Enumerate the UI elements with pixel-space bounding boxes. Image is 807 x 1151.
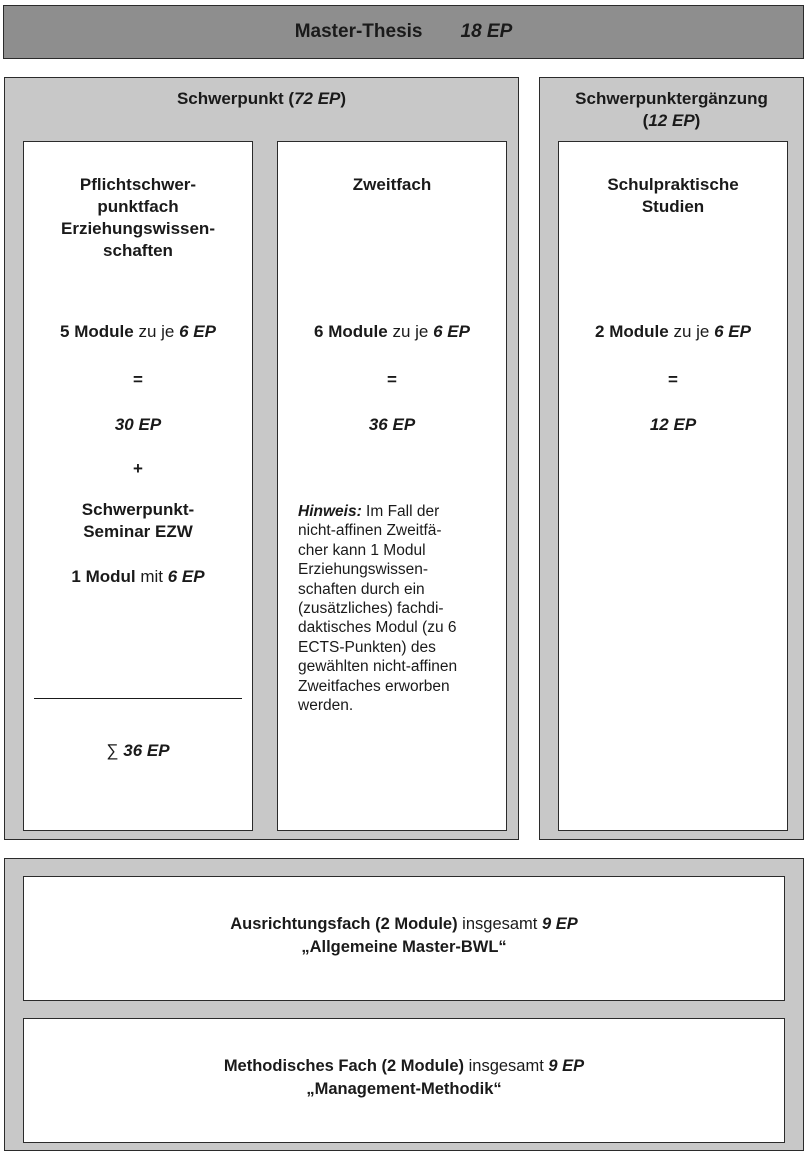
- col1-title-line: schaften: [103, 241, 173, 260]
- col2-equals: =: [387, 370, 397, 389]
- hinweis-label: Hinweis:: [298, 503, 362, 520]
- hinweis-line: daktisches Modul (zu 6: [298, 619, 457, 637]
- col1-seminar-modul: [28, 566, 248, 588]
- col3-title-line: Schulpraktische: [607, 175, 739, 194]
- hinweis-line: werden.: [298, 697, 354, 715]
- col1-seminar-line: Seminar EZW: [83, 522, 193, 541]
- col1-sum-ep: 36 EP: [123, 741, 170, 760]
- col1-equals: =: [133, 370, 143, 389]
- hinweis-line: nicht-affinen Zweitfä-: [298, 522, 442, 540]
- master-thesis-bar: [3, 5, 804, 59]
- methodisch-label: Methodisches Fach (2 Module): [223, 1057, 465, 1075]
- hinweis-line: ECTS-Punkten) des: [298, 638, 436, 656]
- col1-modules: [28, 321, 248, 343]
- methodisch-text: insgesamt: [464, 1057, 549, 1075]
- ausrichtungsfach-box: [23, 876, 785, 1001]
- ergaenzung-open: (: [642, 111, 649, 130]
- hinweis-line: Im Fall der: [361, 503, 440, 520]
- bottom-panel: [4, 858, 804, 1151]
- col3-title: [563, 174, 783, 218]
- methodisch-ep: 9 EP: [548, 1057, 585, 1075]
- schwerpunktergaenzung-panel: [539, 77, 804, 840]
- col1-modules-ep: 6 EP: [179, 322, 216, 341]
- col1-seminar-text: mit: [135, 567, 168, 586]
- col3-modules: [563, 321, 783, 343]
- thesis-ep: 18 EP: [460, 21, 513, 42]
- ausrichtung-text: insgesamt: [457, 915, 542, 933]
- ergaenzung-ep: 12 EP: [648, 111, 695, 130]
- col3-modules-count: 2 Module: [595, 322, 669, 341]
- col1-title: [28, 174, 248, 262]
- hinweis-note: [298, 502, 513, 715]
- hinweis-line: cher kann 1 Modul: [298, 541, 426, 559]
- ergaenzung-close: ): [694, 111, 701, 130]
- schwerpunkt-header: [5, 88, 518, 110]
- col2-modules-ep: 6 EP: [433, 322, 470, 341]
- pflichtschwerpunkt-column: [23, 141, 253, 831]
- sum-divider: [34, 698, 242, 699]
- schwerpunkt-label: Schwerpunkt (: [176, 89, 295, 108]
- methodisch-line: [24, 1055, 784, 1077]
- col3-equals: =: [668, 370, 678, 389]
- ausrichtung-subtitle: „Allgemeine Master-BWL“: [301, 938, 507, 956]
- col1-title-line: punktfach: [97, 197, 179, 216]
- col1-title-line: Pflichtschwer-: [79, 175, 197, 194]
- ausrichtung-label: Ausrichtungsfach (2 Module): [230, 915, 458, 933]
- col3-title-line: Studien: [641, 197, 705, 216]
- col1-seminar-count: 1 Modul: [71, 567, 136, 586]
- col1-plus: +: [133, 459, 143, 478]
- schwerpunkt-panel: [4, 77, 519, 840]
- col2-title: Zweitfach: [352, 175, 432, 194]
- methodisch-subtitle: „Management-Methodik“: [306, 1080, 502, 1098]
- sum-symbol: ∑: [106, 741, 124, 760]
- hinweis-line: Zweitfaches erworben: [298, 677, 450, 695]
- ergaenzung-label: Schwerpunktergänzung: [575, 89, 768, 108]
- col3-modules-ep: 6 EP: [714, 322, 751, 341]
- col2-modules-text: zu je: [387, 322, 434, 341]
- hinweis-line: Erziehungswissen-: [298, 561, 429, 579]
- col1-seminar-line: Schwerpunkt-: [81, 500, 195, 519]
- col1-modules-text: zu je: [133, 322, 180, 341]
- schwerpunkt-ep: 72 EP: [294, 89, 341, 108]
- col1-sum: [28, 740, 248, 762]
- ergaenzung-header: [540, 88, 803, 132]
- col1-seminar: [28, 499, 248, 543]
- ausrichtung-line: [24, 913, 784, 935]
- col3-modules-text: zu je: [668, 322, 715, 341]
- schulpraktische-column: [558, 141, 788, 831]
- thesis-title: Master-Thesis: [294, 21, 423, 42]
- col1-modules-count: 5 Module: [60, 322, 134, 341]
- col1-title-line: Erziehungswissen-: [61, 219, 215, 238]
- col2-modules: [282, 321, 502, 343]
- hinweis-line: schaften durch ein: [298, 580, 425, 598]
- col1-seminar-ep: 6 EP: [167, 567, 205, 586]
- col2-modules-count: 6 Module: [314, 322, 388, 341]
- methodisches-fach-box: [23, 1018, 785, 1143]
- zweitfach-column: [277, 141, 507, 831]
- col1-total: 30 EP: [114, 415, 162, 434]
- ausrichtung-ep: 9 EP: [541, 915, 578, 933]
- col3-total: 12 EP: [649, 415, 697, 434]
- hinweis-line: gewählten nicht-affinen: [298, 658, 458, 676]
- schwerpunkt-close: ): [340, 89, 347, 108]
- col2-total: 36 EP: [368, 415, 416, 434]
- hinweis-line: (zusätzliches) fachdi-: [298, 600, 444, 618]
